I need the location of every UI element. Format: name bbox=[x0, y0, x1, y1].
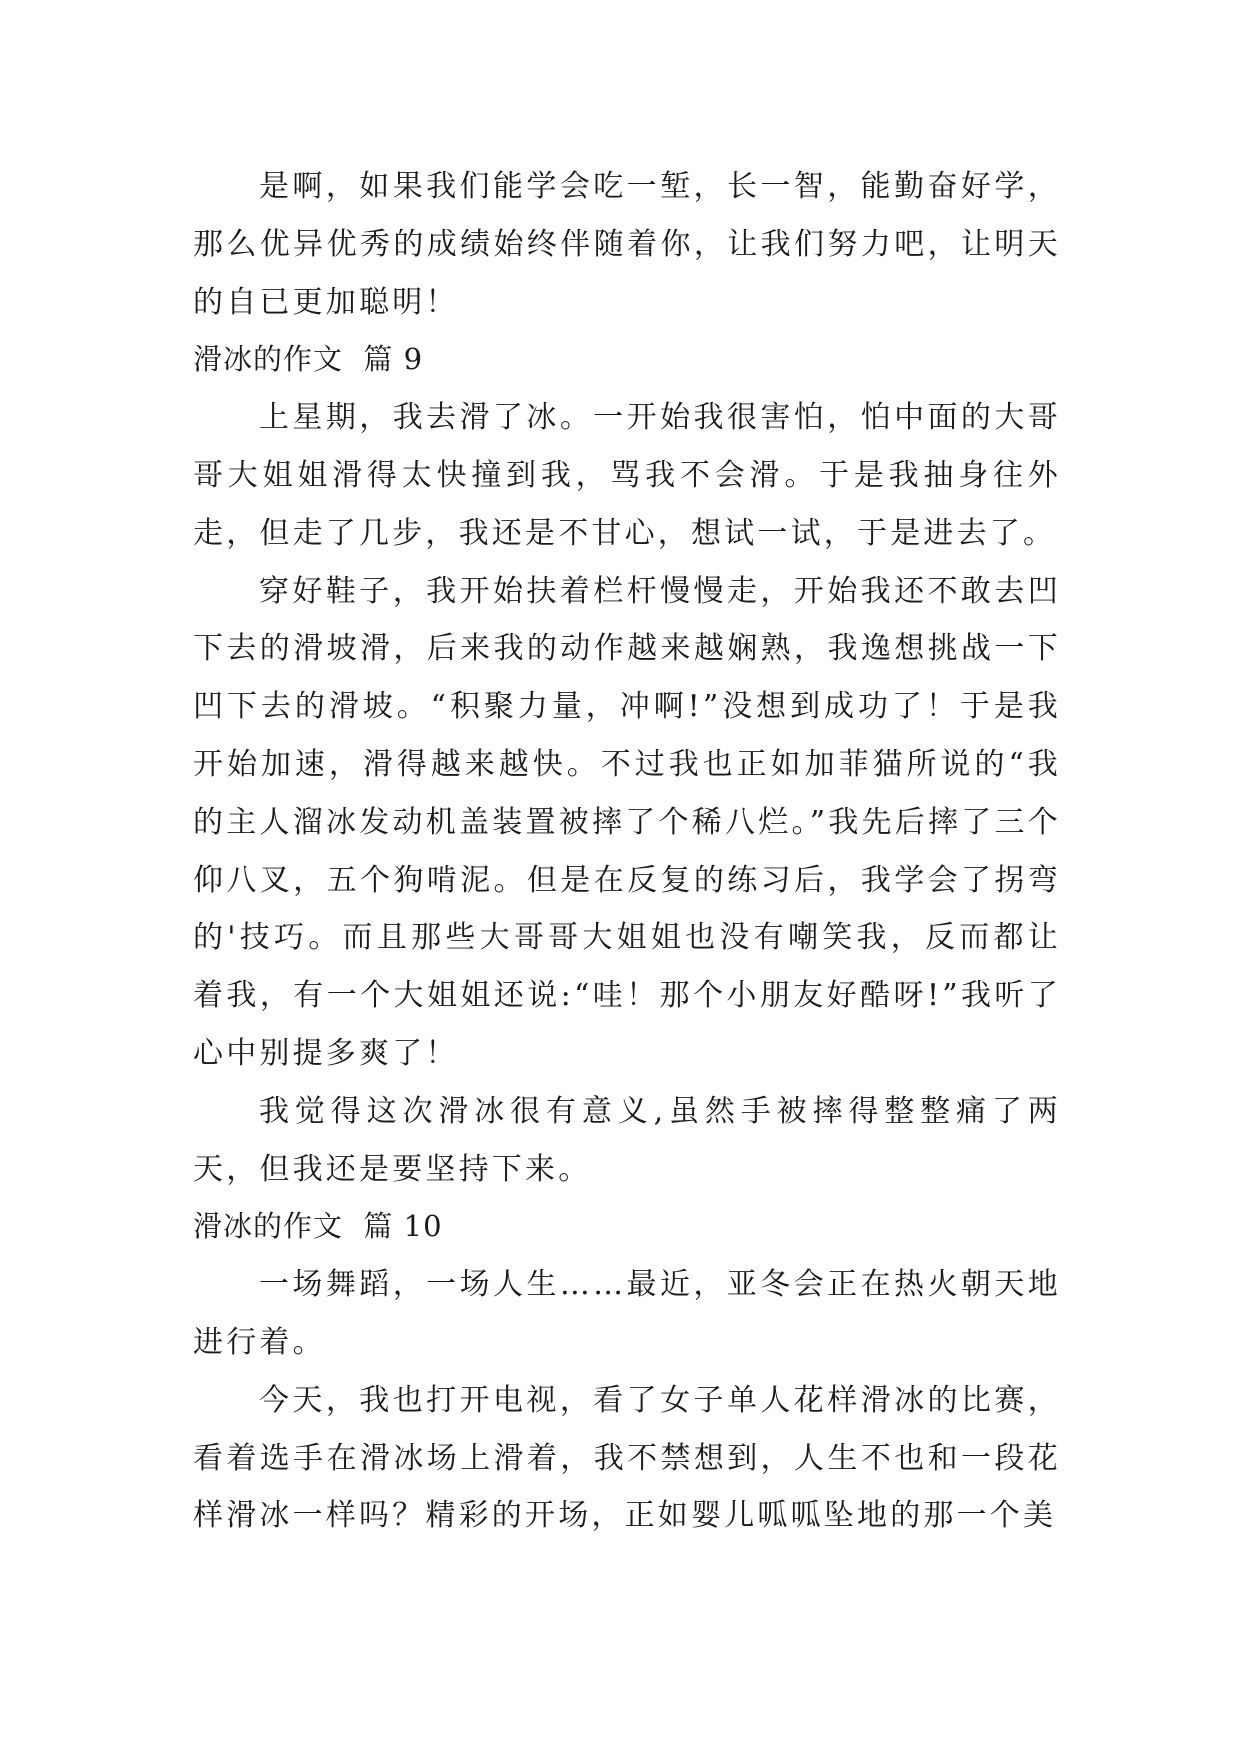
paragraph: 一场舞蹈，一场人生……最近，亚冬会正在热火朝天地进行着。 bbox=[193, 1267, 1061, 1360]
paragraph: 我觉得这次滑冰很有意义,虽然手被摔得整整痛了两天，但我还是要坚持下来。 bbox=[193, 1093, 1061, 1187]
section-heading: 滑冰的作文 篇 10 bbox=[193, 1209, 443, 1244]
paragraph: 上星期，我去滑了冰。一开始我很害怕，怕中面的大哥哥大姐姐滑得太快撞到我，骂我不会滑。于是我抽身往外走，但走了几步，我还是不甘心，想试一试，于是进去了。 bbox=[193, 400, 1061, 551]
paragraph: 是啊，如果我们能学会吃一堑，长一智，能勤奋好学，那么优异优秀的成绩始终伴随着你，让我们努力吧，让明天的自已更加聪明！ bbox=[193, 169, 1061, 320]
document-body bbox=[193, 158, 1061, 1545]
paragraph: 穿好鞋子，我开始扶着栏杆慢慢走，开始我还不敢去凹下去的滑坡滑，后来我的动作越来越娴熟，我逸想挑战一下凹下去的滑坡。“积聚力量，冲啊!”没想到成功了！于是我开始加速，滑得越来越快。不过我也正如加菲猫所说的“我的主人溜冰发动机盖装置被摔了个稀八烂。”我先后摔了三个仰八叉，五个狗啃泥。但是在反复的练习后，我学会了拐弯的'技巧。而且那些大哥哥大姐姐也没有嘲笑我，反而都让着我，有一个大姐姐还说:“哇！那个小朋友好酷呀!”我听了心中别提多爽了！ bbox=[193, 573, 1061, 1071]
paragraph: 今天，我也打开电视，看了女子单人花样滑冰的比赛，看着选手在滑冰场上滑着，我不禁想到，人生不也和一段花样滑冰一样吗？精彩的开场，正如婴儿呱呱坠地的那一个美 bbox=[193, 1382, 1061, 1534]
section-heading: 滑冰的作文 篇 9 bbox=[193, 342, 424, 377]
